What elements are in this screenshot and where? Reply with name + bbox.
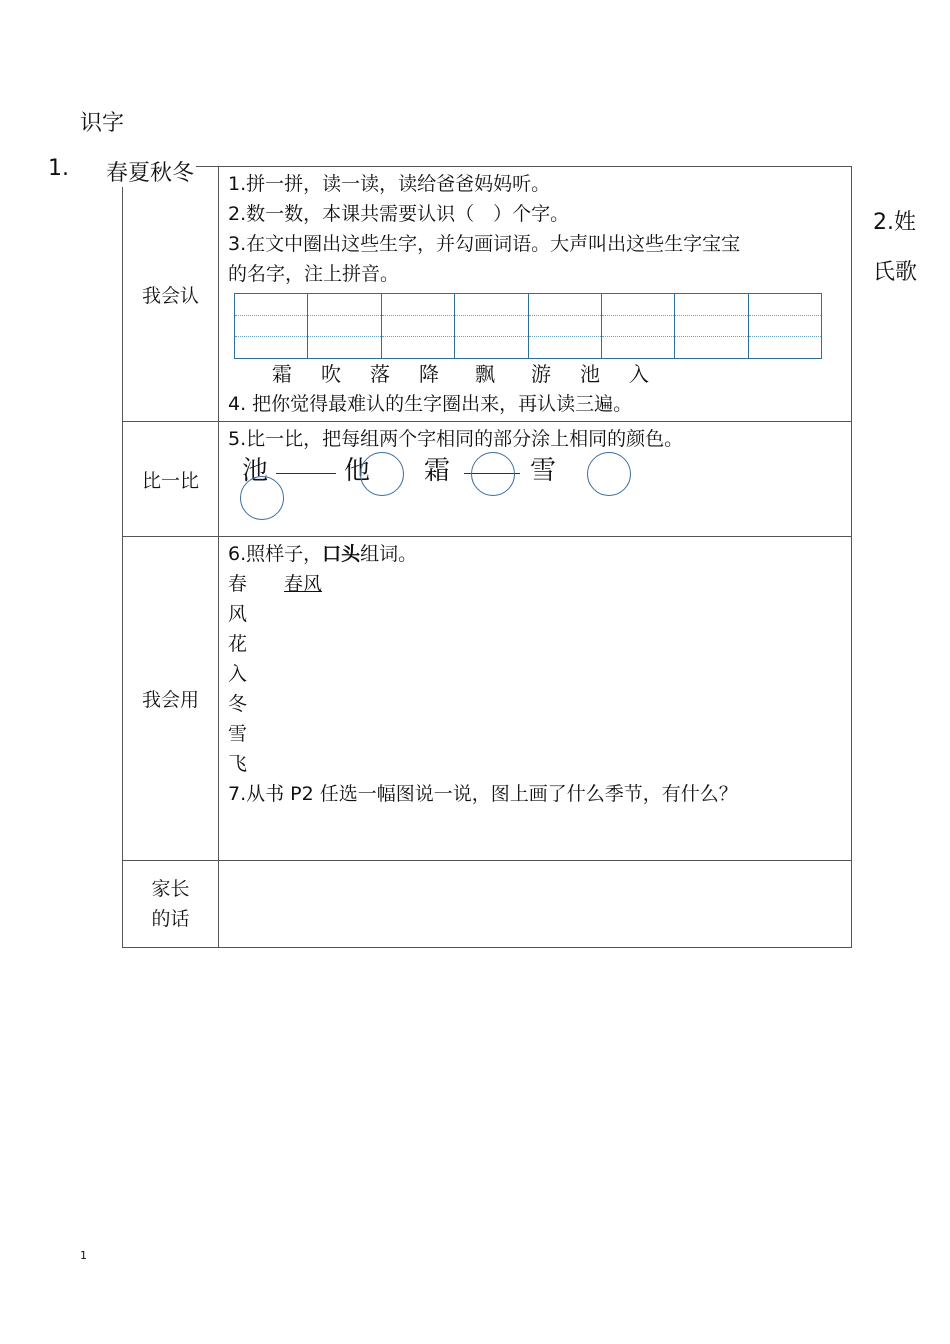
- pinyin-cell[interactable]: [307, 294, 380, 358]
- compare-content: [219, 422, 852, 537]
- word-char: 飞: [228, 753, 248, 775]
- new-character: 池: [580, 362, 600, 386]
- row-recognize: [123, 167, 852, 422]
- section-title: 识字: [80, 111, 125, 136]
- pinyin-cell[interactable]: [601, 294, 674, 358]
- color-circle[interactable]: [471, 452, 515, 496]
- worksheet-table: [122, 166, 852, 948]
- example-row: [228, 569, 845, 599]
- question-3-line1: 3.在文中圈出这些生字，并勾画词语。大声叫出这些生字宝宝: [228, 233, 741, 255]
- side-title-line2: 氏歌: [873, 260, 918, 285]
- new-character: 游: [531, 362, 551, 386]
- color-circle[interactable]: [240, 476, 284, 520]
- row-parent: [123, 861, 852, 948]
- pinyin-cell[interactable]: [235, 294, 307, 358]
- pinyin-cell[interactable]: [674, 294, 747, 358]
- word-char: 入: [228, 663, 248, 685]
- new-character: 飘: [475, 362, 495, 386]
- question-1: 1.拼一拼，读一读，读给爸爸妈妈听。: [228, 173, 551, 195]
- question-6-bold: 口头: [322, 543, 361, 565]
- compare-pairs: [228, 454, 845, 522]
- pinyin-cell[interactable]: [454, 294, 527, 358]
- question-6: [228, 539, 845, 569]
- pair2-right-char: 雪: [530, 456, 557, 486]
- word-row[interactable]: [228, 599, 845, 629]
- question-3-line2: 的名字，注上拼音。: [228, 263, 400, 285]
- use-content: [219, 537, 852, 861]
- page-number: 1: [80, 1249, 87, 1262]
- lesson-number: 1.: [48, 156, 69, 181]
- pinyin-cell[interactable]: [748, 294, 821, 358]
- new-character: 落: [370, 362, 390, 386]
- parent-label-line1: 家长: [151, 878, 190, 900]
- color-circle[interactable]: [360, 452, 404, 496]
- word-row[interactable]: [228, 689, 845, 719]
- question-2: 2.数一数，本课共需要认识（ ）个字。: [228, 203, 570, 225]
- pair2-left-char: 霜: [424, 456, 451, 486]
- new-character: 入: [629, 362, 649, 386]
- word-row[interactable]: [228, 629, 845, 659]
- row-use: [123, 537, 852, 861]
- new-characters: [228, 359, 845, 389]
- example-word: 春风: [284, 573, 323, 595]
- pair1-left-char: 池: [242, 456, 269, 486]
- new-character: 霜: [272, 362, 292, 386]
- word-row[interactable]: [228, 719, 845, 749]
- word-char: 风: [228, 603, 248, 625]
- pinyin-writing-grid[interactable]: [234, 293, 822, 359]
- question-4: 4. 把你觉得最难认的生字圈出来，再认读三遍。: [228, 393, 633, 415]
- question-6-suffix: 组词。: [360, 543, 418, 565]
- word-row[interactable]: [228, 749, 845, 779]
- question-5: 5.比一比，把每组两个字相同的部分涂上相同的颜色。: [228, 428, 684, 450]
- question-7: 7.从书 P2 任选一幅图说一说，图上画了什么季节，有什么？: [228, 783, 738, 805]
- word-char: 冬: [228, 693, 248, 715]
- row-label-compare: 比一比: [123, 422, 219, 537]
- word-char: 花: [228, 633, 248, 655]
- new-character: 吹: [321, 362, 341, 386]
- word-row[interactable]: [228, 659, 845, 689]
- row-label-use: 我会用: [123, 537, 219, 861]
- recognize-content: [219, 167, 852, 422]
- side-title-line1: 2.姓: [873, 210, 916, 235]
- pair1-right-char: 他: [344, 456, 371, 486]
- example-char: 春: [228, 573, 248, 595]
- lesson-title: 春夏秋冬: [106, 156, 196, 187]
- pair1-connector: [276, 473, 336, 474]
- color-circle[interactable]: [587, 452, 631, 496]
- word-char: 雪: [228, 723, 248, 745]
- parent-comment-area[interactable]: [219, 861, 852, 948]
- pinyin-cell[interactable]: [381, 294, 454, 358]
- new-character: 降: [419, 362, 439, 386]
- question-6-prefix: 6.照样子，: [228, 543, 323, 565]
- row-label-parent: [123, 861, 219, 948]
- parent-label-line2: 的话: [151, 908, 190, 930]
- row-compare: [123, 422, 852, 537]
- row-label-recognize: 我会认: [123, 167, 219, 422]
- pinyin-cell[interactable]: [528, 294, 601, 358]
